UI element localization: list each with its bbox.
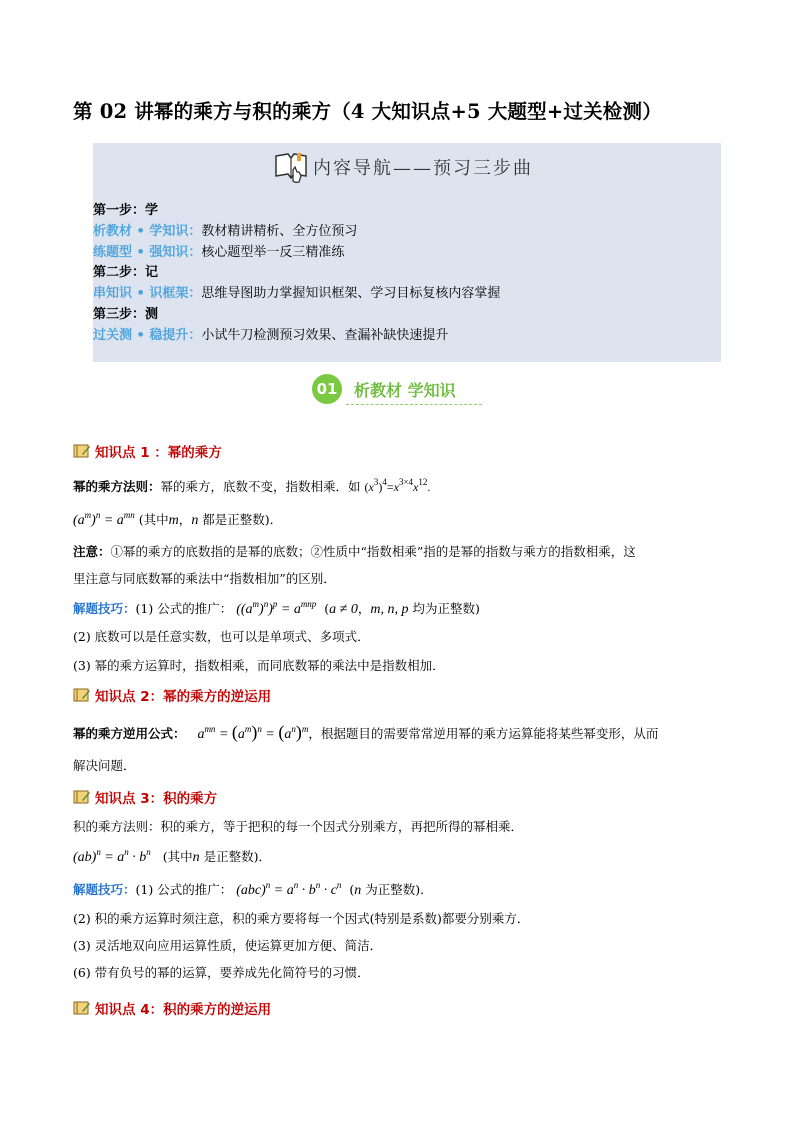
nav-header xyxy=(273,147,533,187)
kp1-heading: 知识点 1 ：幂的乘方 xyxy=(73,441,222,461)
nav-row-3 xyxy=(93,282,500,301)
nav-row-1-desc: 教材精讲精析、全方位预习 xyxy=(201,224,358,239)
kp1-tip-1: 解题技巧：(1) 公式的推广： $((a^m)^n)^p = a^{mnp}$ (a ≠ 0，m, n, p 均为正整数) xyxy=(73,599,480,617)
kp1-rule: 幂的乘方法则：幂的乘方，底数不变，指数相乘．如 $(x^3)^4=x^{3\times 4}x^{12}$. xyxy=(73,477,431,494)
nav-row-2 xyxy=(93,241,344,260)
kp2-text-2: 解决问题． xyxy=(73,758,136,773)
nav-row-2-label: 练题型 • 强知识： xyxy=(93,245,202,260)
kp1-tip-2: (2) 底数可以是任意实数，也可以是单项式、多项式． xyxy=(73,629,370,644)
nav-row-4-desc: 小试牛刀检测预习效果、查漏补缺快速提升 xyxy=(201,328,449,343)
nav-step-3: 第三步：测 xyxy=(93,307,159,322)
nav-row-3-label: 串知识 • 识框架： xyxy=(93,286,202,301)
inverse-power-formula: $a^{mn} = (a^m)^n = (a^n)^m$ xyxy=(197,722,309,742)
content-navigation-box xyxy=(93,143,721,362)
kp3-tip-1: 解题技巧：(1) 公式的推广： $(abc)^n = a^n \cdot b^n \cdot c^n$ (n 为正整数)． xyxy=(73,880,433,898)
kp3-tip-6: (6) 带有负号的幂的运算，要养成先化简符号的习惯． xyxy=(73,965,370,980)
kp4-heading: 知识点 4：积的乘方的逆运用 xyxy=(73,998,271,1018)
page-title: 第 02 讲幂的乘方与积的乘方（4 大知识点+5 大题型+过关检测） xyxy=(73,100,662,123)
kp1-tip-3: (3) 幂的乘方运算时，指数相乘，而同底数幂的乘法中是指数相加． xyxy=(73,658,445,673)
kp2-heading: 知识点 2：幂的乘方的逆运用 xyxy=(73,685,271,705)
section-badge xyxy=(312,374,502,406)
nav-row-2-desc: 核心题型举一反三精准练 xyxy=(201,245,345,260)
power-of-product-formula: $(ab)^n = a^n \cdot b^n$ xyxy=(73,847,151,865)
notebook-pencil-icon xyxy=(73,443,91,459)
kp3-rule: 积的乘方法则：积的乘方，等于把积的每一个因式分别乘方，再把所得的幂相乘． xyxy=(73,819,524,834)
section-underline xyxy=(346,404,482,405)
nav-step-2: 第二步：记 xyxy=(93,265,159,280)
kp1-formula: $(a^m)^n = a^{mn}$ (其中m，n 都是正整数)． xyxy=(73,510,283,528)
nav-row-1 xyxy=(93,220,357,239)
kp2-formula-line: 幂的乘方逆用公式： $a^{mn} = (a^m)^n = (a^n)^m$，根据题目的需要常常逆用幂的乘方运算能将某些幂变形，从而 xyxy=(73,722,659,742)
nav-row-4 xyxy=(93,324,448,343)
nav-step-1: 第一步：学 xyxy=(93,203,159,218)
nav-row-3-desc: 思维导图助力掌握知识框架、学习目标复核内容掌握 xyxy=(201,286,501,301)
section-label: 析教材 学知识 xyxy=(354,381,456,400)
nav-row-4-label: 过关测 • 稳提升： xyxy=(93,328,202,343)
book-hand-icon xyxy=(273,150,309,184)
power-of-power-formula: $(a^m)^n = a^{mn}$ xyxy=(73,510,135,528)
kp3-formula: $(ab)^n = a^n \cdot b^n$ (其中n 是正整数)． xyxy=(73,847,271,865)
nav-header-text: 内容导航——预习三步曲 xyxy=(313,158,533,179)
kp1-note: 注意：①幂的乘方的底数指的是幂的底数；②性质中“指数相乘”指的是幂的指数与乘方的指数相乘，这 xyxy=(73,544,636,559)
kp1-note-2: 里注意与同底数幂的乘法中“指数相加”的区别． xyxy=(73,571,336,586)
kp3-tip-3: (3) 灵活地双向应用运算性质，使运算更加方便、简洁． xyxy=(73,938,383,953)
notebook-pencil-icon xyxy=(73,1000,91,1016)
section-number: 01 xyxy=(312,374,342,404)
kp3-tip-2: (2) 积的乘方运算时须注意，积的乘方要将每一个因式(特别是系数)都要分别乘方． xyxy=(73,911,530,926)
kp3-heading: 知识点 3：积的乘方 xyxy=(73,787,217,807)
notebook-pencil-icon xyxy=(73,687,91,703)
nav-row-1-label: 析教材 • 学知识： xyxy=(93,224,202,239)
notebook-pencil-icon xyxy=(73,789,91,805)
